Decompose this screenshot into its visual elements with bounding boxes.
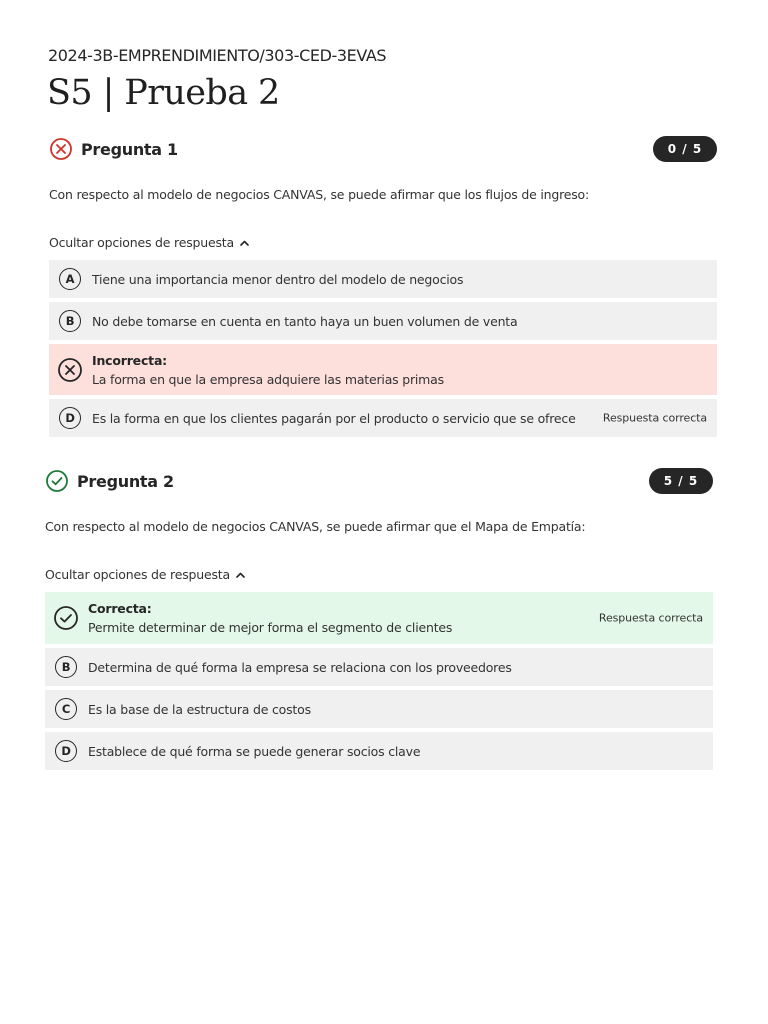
course-code: 2024-3B-EMPRENDIMIENTO/303-CED-3EVAS [48, 46, 387, 65]
question-text: Con respecto al modelo de negocios CANVAS, se puede afirmar que los flujos de ingreso: [49, 187, 590, 202]
answer-options [49, 260, 717, 437]
check-circle-icon [45, 469, 69, 493]
answer-options [45, 592, 713, 770]
option-letter-a: A [59, 268, 81, 290]
score-badge: 5 / 5 [649, 468, 713, 494]
option-letter-b: B [55, 656, 77, 678]
x-circle-icon [57, 357, 83, 383]
option-letter-b: B [59, 310, 81, 332]
question-title: Pregunta 1 [81, 139, 178, 159]
option-text: Tiene una importancia menor dentro del modelo de negocios [92, 271, 464, 287]
question-1-header [49, 134, 717, 164]
option-text: La forma en que la empresa adquiere las materias primas [92, 371, 444, 387]
question-1 [49, 134, 717, 441]
option-b [45, 648, 713, 686]
chevron-up-icon [240, 240, 249, 246]
x-circle-icon [49, 137, 73, 161]
option-text: Determina de qué forma la empresa se relaciona con los proveedores [88, 659, 512, 675]
hide-options-toggle[interactable] [45, 567, 245, 582]
option-text: Establece de qué forma se puede generar socios clave [88, 743, 421, 759]
verdict-label: Incorrecta: [92, 352, 167, 368]
hide-options-label: Ocultar opciones de respuesta [45, 567, 230, 582]
option-letter-c: C [55, 698, 77, 720]
option-text: No debe tomarse en cuenta en tanto haya un buen volumen de venta [92, 313, 518, 329]
option-text: Es la base de la estructura de costos [88, 701, 311, 717]
option-c [45, 690, 713, 728]
page-title: S5 | Prueba 2 [47, 73, 280, 113]
option-d [45, 732, 713, 770]
hide-options-label: Ocultar opciones de respuesta [49, 235, 234, 250]
option-letter-d: D [59, 407, 81, 429]
option-text: Permite determinar de mejor forma el segmento de clientes [88, 620, 453, 635]
option-letter-d: D [55, 740, 77, 762]
correct-answer-note: Respuesta correcta [598, 611, 703, 625]
question-2 [45, 466, 713, 774]
question-2-header [45, 466, 713, 496]
option-a [49, 260, 717, 298]
option-text: Es la forma en que los clientes pagarán por el producto o servicio que se ofrece [92, 410, 576, 426]
option-d [49, 399, 717, 437]
option-content [88, 599, 452, 637]
score-badge: 0 / 5 [653, 136, 717, 162]
chevron-up-icon [236, 572, 245, 578]
option-content [92, 351, 444, 389]
check-circle-icon [53, 605, 79, 631]
correct-answer-note: Respuesta correcta [602, 411, 707, 425]
question-text: Con respecto al modelo de negocios CANVAS, se puede afirmar que el Mapa de Empatía: [45, 519, 586, 534]
option-a-selected-correct [45, 592, 713, 644]
verdict-label: Correcta: [88, 601, 152, 616]
option-c-selected-incorrect [49, 344, 717, 395]
option-b [49, 302, 717, 340]
hide-options-toggle[interactable] [49, 235, 249, 250]
question-title: Pregunta 2 [77, 471, 174, 491]
